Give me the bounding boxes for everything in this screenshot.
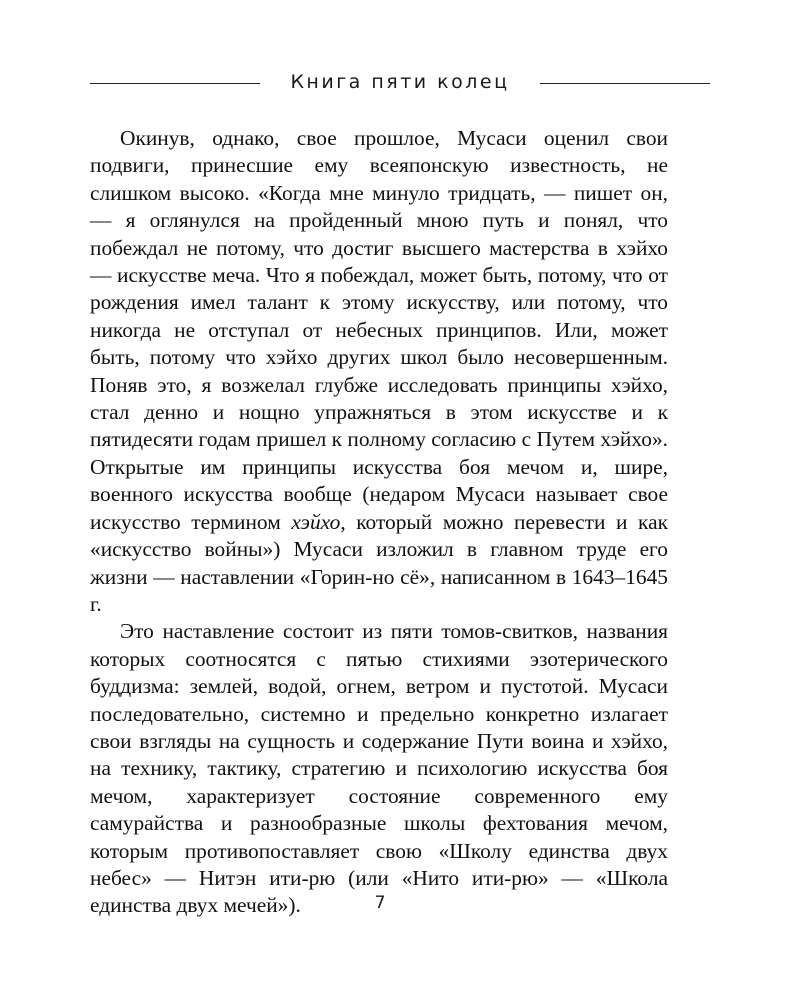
paragraph-1 xyxy=(90,125,668,618)
header-rule-right xyxy=(540,83,710,84)
header-rule-left xyxy=(90,83,260,84)
paragraph-2: Это наставление состоит из пяти томов-свитков, названия которых соотносятся с пятью стихиями эзотерического буддизма: землей, водой, огнем, ветром и пустотой. Мусаси последовательно, системно и предельно конкретно излагает свои взгляды на сущность и содержание Пути воина и хэйхо, на технику, тактику, стратегию и психологию искусства боя мечом, характеризует состояние современного ему самурайства и разнообразные школы фехтования мечом, которым противопоставляет свою «Школу единства двух небес» — Нитэн ити-рю (или «Нито ити-рю» — «Школа единства двух мечей»). xyxy=(90,619,668,918)
page-number: 7 xyxy=(374,893,386,913)
body-text xyxy=(90,125,668,920)
paragraph-1-text-end: , который можно перевести и как «искусство войны») Мусаси изложил в главном труде его жизни — наставлении «Горин-но сё», написанном в 1643–1645 г. xyxy=(90,509,668,616)
running-title: Книга пяти колец xyxy=(290,71,510,93)
running-header xyxy=(90,70,710,98)
italic-term: хэйхо xyxy=(291,509,341,534)
paragraph-1-text-start: Окинув, однако, свое прошлое, Мусаси оценил свои подвиги, принесшие ему всеяпонскую известность, не слишком высоко. «Когда мне минуло тридцать, — пишет он, — я оглянулся на пройденный мною путь и понял, что побеждал не потому, что достиг высшего мастерства в хэйхо — искусстве меча. Что я побеждал, может быть, потому, что от рождения имел талант к этому искусству, или потому, что никогда не отступал от небесных принципов. Или, может быть, потому что хэйхо других школ было несовершенным. Поняв это, я возжелал глубже исследовать принципы хэйхо, стал денно и нощно упражняться в этом искусстве и к пятидесяти годам пришел к полному согласию с Путем хэйхо». Открытые им принципы искусства боя мечом и, шире, военного искусства вообще (недаром Мусаси называет свое искусство термином xyxy=(90,126,668,534)
